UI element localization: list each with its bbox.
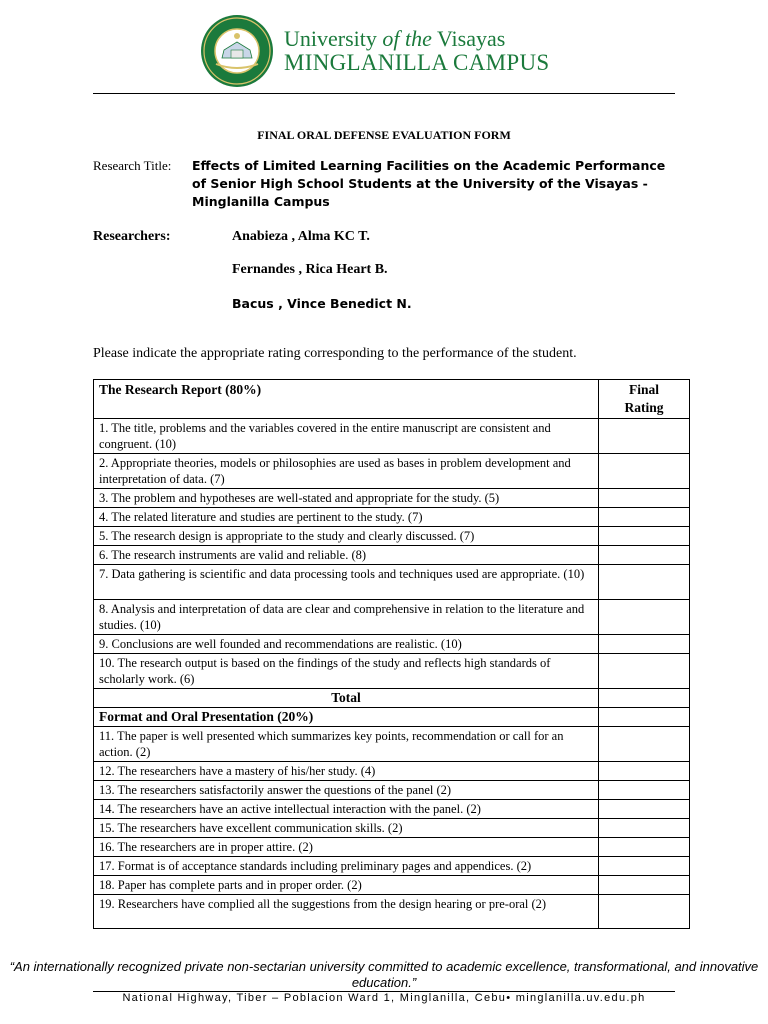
researcher-name: Bacus , Vince Benedict N. [232,296,412,311]
rating-cell[interactable] [599,546,690,565]
criterion-text: 15. The researchers have excellent communication skills. (2) [94,819,599,838]
university-motto: “An internationally recognized private non-sectarian university committed to academic excellence, transformational, and innovative education.” [9,959,759,990]
rating-cell[interactable] [599,600,690,635]
criterion-text: 18. Paper has complete parts and in proper order. (2) [94,876,599,895]
criterion-text: 9. Conclusions are well founded and recommendations are realistic. (10) [94,635,599,654]
criterion-text: 6. The research instruments are valid and reliable. (8) [94,546,599,565]
format-presentation-header: Format and Oral Presentation (20%) [94,708,599,727]
criterion-text: 12. The researchers have a mastery of his/her study. (4) [94,762,599,781]
criterion-text: 4. The related literature and studies are pertinent to the study. (7) [94,508,599,527]
criterion-text: 1. The title, problems and the variables covered in the entire manuscript are consistent and congruent. (10) [94,419,599,454]
rating-cell[interactable] [599,527,690,546]
rating-cell[interactable] [599,838,690,857]
criterion-text: 8. Analysis and interpretation of data are clear and comprehensive in relation to the literature and studies. (10) [94,600,599,635]
rating-cell[interactable] [599,508,690,527]
criterion-text: 2. Appropriate theories, models or philosophies are used as bases in problem development and interpretation of data. (7) [94,454,599,489]
campus-address: National Highway, Tiber – Poblacion Ward 1, Minglanilla, Cebu• minglanilla.uv.edu.ph [122,992,646,1004]
university-seal-logo [200,14,274,88]
criterion-text: 7. Data gathering is scientific and data processing tools and techniques used are appropriate. (10) [94,565,599,600]
research-report-header: The Research Report (80%) [94,380,599,419]
researcher-name: Anabieza , Alma KC T. [232,229,370,244]
section-rating-cell [599,708,690,727]
campus-name: MINGLANILLA CAMPUS [284,50,550,75]
research-title-label: Research Title: [93,158,172,173]
rating-cell[interactable] [599,654,690,689]
rating-cell[interactable] [599,727,690,762]
rating-cell[interactable] [599,565,690,600]
criterion-text: 16. The researchers are in proper attire. (2) [94,838,599,857]
criterion-text: 10. The research output is based on the findings of the study and reflects high standards of scholarly work. (6) [94,654,599,689]
rating-instruction: Please indicate the appropriate rating corresponding to the performance of the student. [93,346,577,361]
total-label: Total [94,689,599,708]
letterhead [0,0,768,96]
rating-cell[interactable] [599,819,690,838]
research-title: Effects of Limited Learning Facilities on the Academic Performance of Senior High School Students at the University of the Visayas -Minglanilla Campus [192,158,666,209]
rating-cell[interactable] [599,454,690,489]
rating-cell[interactable] [599,800,690,819]
final-rating-header: Final Rating [599,380,690,419]
rating-cell[interactable] [599,419,690,454]
criterion-text: 5. The research design is appropriate to the study and clearly discussed. (7) [94,527,599,546]
rating-cell[interactable] [599,857,690,876]
rating-cell[interactable] [599,489,690,508]
criterion-text: 13. The researchers satisfactorily answer the questions of the panel (2) [94,781,599,800]
criterion-text: 11. The paper is well presented which summarizes key points, recommendation or call for an action. (2) [94,727,599,762]
total-rating-cell[interactable] [599,689,690,708]
criterion-text: 17. Format is of acceptance standards including preliminary pages and appendices. (2) [94,857,599,876]
criterion-text: 14. The researchers have an active intellectual interaction with the panel. (2) [94,800,599,819]
evaluation-table [93,379,690,929]
rating-cell[interactable] [599,895,690,929]
researcher-name: Fernandes , Rica Heart B. [232,262,388,277]
rating-cell[interactable] [599,781,690,800]
rating-cell[interactable] [599,635,690,654]
rating-cell[interactable] [599,762,690,781]
form-title: FINAL ORAL DEFENSE EVALUATION FORM [257,128,511,142]
university-name: University of the Visayas [284,26,506,51]
criterion-text: 19. Researchers have complied all the suggestions from the design hearing or pre-oral (2) [94,895,599,929]
criterion-text: 3. The problem and hypotheses are well-stated and appropriate for the study. (5) [94,489,599,508]
header-divider [93,93,675,94]
researchers-label: Researchers: [93,229,171,244]
rating-cell[interactable] [599,876,690,895]
